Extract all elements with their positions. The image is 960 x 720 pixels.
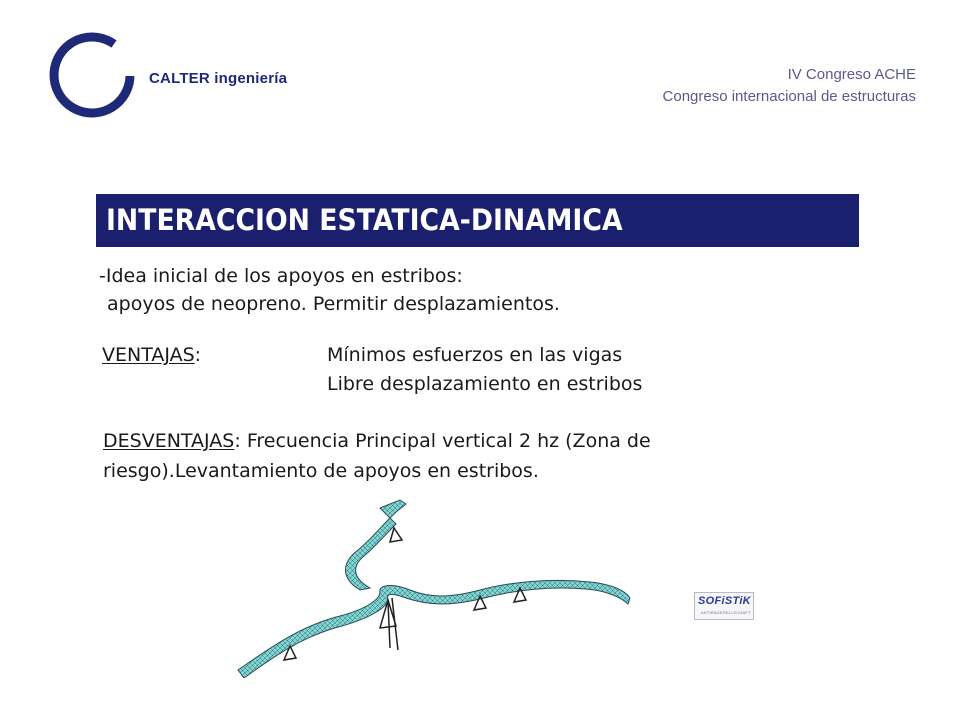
ventajas-item-2: Libre desplazamiento en estribos [327,373,643,395]
congress-title: IV Congreso ACHE [787,66,916,83]
idea-line-1: -Idea inicial de los apoyos en estribos: [99,265,463,287]
congress-subtitle: Congreso internacional de estructuras [662,88,916,105]
sofistik-logo-text: SOFiSTiK [698,595,751,607]
desventajas-line-1 [103,429,651,453]
slide-title: INTERACCION ESTATICA-DINAMICA [106,203,623,237]
sofistik-logo-subtitle: AKTIENGESELLSCHAFT [701,610,751,615]
congress-header [663,64,916,108]
company-name: CALTER ingeniería [149,70,288,87]
ventajas-label: VENTAJAS [102,344,195,366]
sofistik-logo [694,592,754,620]
slide-title-bar [96,194,859,247]
ventajas-heading [102,343,201,367]
bridge-model-image [230,498,640,678]
ventajas-colon: : [194,344,202,366]
desventajas-text: : Frecuencia Principal vertical 2 hz (Zona de [234,430,651,452]
ventajas-item-1: Mínimos esfuerzos en las vigas [327,344,623,366]
idea-line-2: apoyos de neopreno. Permitir desplazamientos. [107,293,560,315]
desventajas-line-2: riesgo).Levantamiento de apoyos en estribos. [103,460,539,482]
company-logo-icon [48,30,140,122]
desventajas-label: DESVENTAJAS [103,430,235,452]
